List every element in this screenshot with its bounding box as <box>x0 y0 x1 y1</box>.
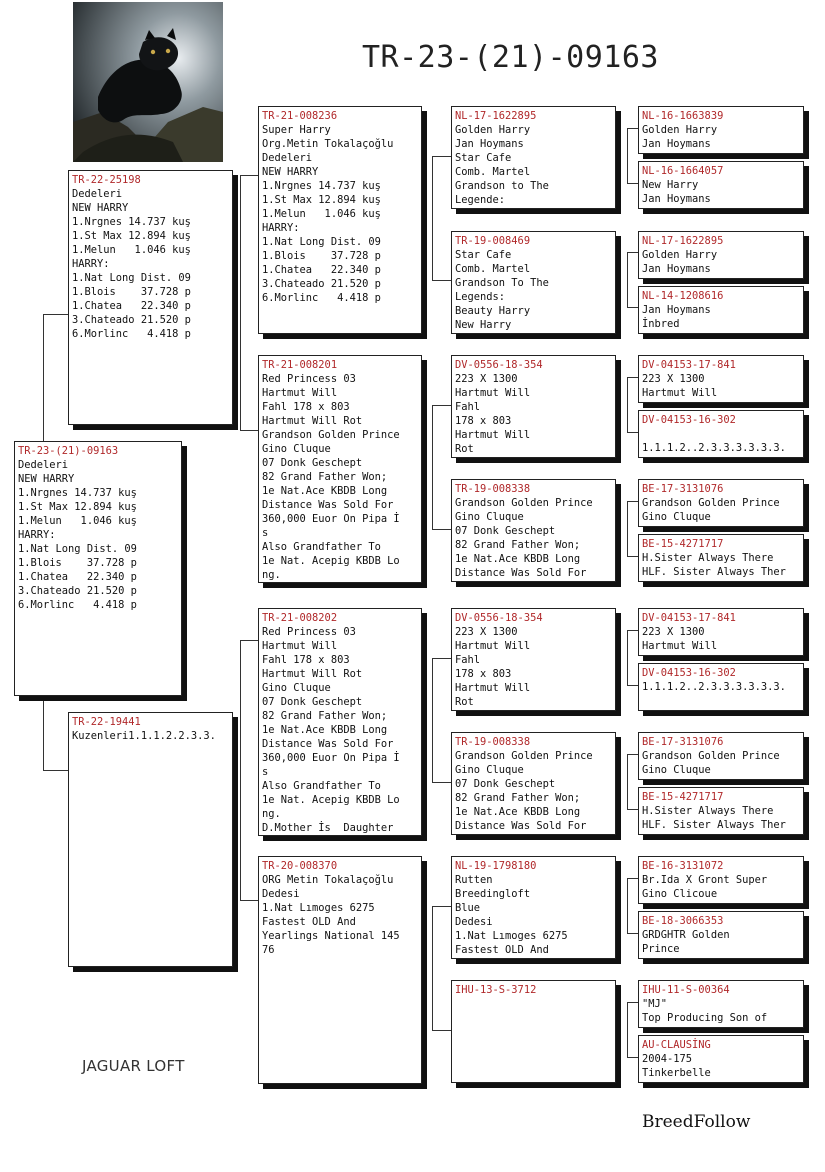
pedigree-note: Rot <box>455 443 474 455</box>
pedigree-note: Golden Harry <box>642 249 718 261</box>
pedigree-note: Br.Ida X Gront Super <box>642 874 768 886</box>
great-grandparent-card[interactable] <box>638 732 804 780</box>
connector-line <box>432 1030 451 1031</box>
pedigree-note: Grandson Golden Prince <box>455 497 593 509</box>
pedigree-note: 1.St Max 12.894 kuş <box>72 230 191 242</box>
pedigree-note: NEW HARRY <box>72 202 129 214</box>
pedigree-note: Prince <box>642 943 680 955</box>
ring-number: DV-04153-16-302 <box>642 414 736 426</box>
connector-line <box>432 529 451 530</box>
pedigree-note: 1e Nat. Acepig KBDB Lo <box>262 555 400 567</box>
pedigree-note: 1.1.1.2..2.3.3.3.3.3.3. <box>642 442 786 454</box>
great-grandparent-card[interactable] <box>638 608 804 656</box>
pedigree-note: 360,000 Euor On Pipa İ <box>262 513 400 525</box>
pedigree-note: 1e Nat. Acepig KBDB Lo <box>262 794 400 806</box>
pedigree-note: Jan Hoymans <box>642 304 711 316</box>
ring-number: IHU-13-S-3712 <box>455 984 537 996</box>
connector-line <box>432 156 451 157</box>
connector-line <box>43 314 69 315</box>
black-panther-illustration <box>73 2 223 162</box>
pedigree-note: 1e Nat.Ace KBDB Long <box>262 485 388 497</box>
pedigree-note: 2004-175 <box>642 1053 693 1065</box>
connector-line <box>43 314 44 441</box>
connector-line <box>43 696 44 770</box>
connector-line <box>627 878 628 933</box>
pedigree-note: Top Producing Son of <box>642 1012 768 1024</box>
pedigree-note: 07 Donk Geschept <box>262 696 363 708</box>
ring-number: BE-15-4271717 <box>642 791 724 803</box>
pedigree-note: ng. <box>262 569 281 581</box>
connector-line <box>627 933 638 934</box>
connector-line <box>432 658 433 782</box>
connector-line <box>240 640 258 641</box>
pedigree-note: 1e Nat.Ace KBDB Long <box>455 553 581 565</box>
ring-number: DV-04153-16-302 <box>642 667 736 679</box>
dd-dam-card[interactable] <box>451 980 616 1083</box>
ring-number: TR-21-008202 <box>262 612 338 624</box>
pedigree-note: Also Grandfather To <box>262 780 381 792</box>
ring-number: IHU-11-S-00364 <box>642 984 730 996</box>
ring-number: NL-16-1664057 <box>642 165 724 177</box>
pedigree-note: Fahl <box>455 654 481 666</box>
great-grandparent-card[interactable] <box>638 355 804 403</box>
ring-number: TR-20-008370 <box>262 860 338 872</box>
dam-sire-card[interactable] <box>258 608 422 836</box>
connector-line <box>240 640 241 900</box>
ring-number: BE-15-4271717 <box>642 538 724 550</box>
connector-line <box>43 770 69 771</box>
pedigree-note: Fahl 178 x 803 <box>262 654 350 666</box>
pedigree-note: 82 Grand Father Won; <box>262 471 388 483</box>
connector-line <box>627 183 638 184</box>
ring-number: TR-19-008469 <box>455 235 531 247</box>
ring-number: TR-22-19441 <box>72 716 141 728</box>
connector-line <box>240 175 241 430</box>
connector-line <box>627 432 638 433</box>
connector-line <box>627 501 628 556</box>
pedigree-note: HARRY: <box>262 222 300 234</box>
ring-number: AU-CLAUSİNG <box>642 1039 711 1051</box>
pedigree-note: GRDGHTR Golden <box>642 929 730 941</box>
pedigree-note: Gino Cluque <box>455 511 524 523</box>
pedigree-note: Gino Clicoue <box>642 888 718 900</box>
pedigree-note: 1.Chatea 22.340 p <box>72 300 191 312</box>
pedigree-note: Grandson to The <box>455 180 549 192</box>
pedigree-note: Jan Hoymans <box>642 193 711 205</box>
connector-line <box>627 1002 628 1057</box>
pedigree-note: NEW HARRY <box>262 166 319 178</box>
pedigree-note: Hartmut Will <box>455 429 531 441</box>
pedigree-note: Hartmut Will Rot <box>262 668 363 680</box>
ring-number: BE-18-3066353 <box>642 915 724 927</box>
pedigree-note: Dedeleri <box>18 459 69 471</box>
subject-pigeon-card[interactable] <box>14 441 182 696</box>
pedigree-note: 223 X 1300 <box>455 626 518 638</box>
pedigree-note: Super Harry <box>262 124 331 136</box>
pedigree-note: Dedesi <box>455 916 493 928</box>
pedigree-note: Rot <box>455 696 474 708</box>
pedigree-note: 07 Donk Geschept <box>455 778 556 790</box>
pedigree-note: 360,000 Euor On Pipa İ <box>262 752 400 764</box>
connector-line <box>627 128 638 129</box>
pedigree-note: Legends: <box>455 291 506 303</box>
ring-number: TR-21-008236 <box>262 110 338 122</box>
pedigree-note: 1.Blois 37.728 p <box>72 286 191 298</box>
pedigree-note: Gino Cluque <box>455 764 524 776</box>
brand-footer: BreedFollow <box>642 1112 751 1132</box>
pedigree-note: Also Grandfather To <box>262 541 381 553</box>
sire-sire-card[interactable] <box>258 106 422 334</box>
pedigree-note: Jan Hoymans <box>642 138 711 150</box>
great-grandparent-card[interactable] <box>638 1035 804 1083</box>
pedigree-note: 3.Chateado 21.520 p <box>72 314 191 326</box>
connector-line <box>627 878 638 879</box>
connector-line <box>627 685 638 686</box>
pedigree-note: 1.Nat Long Dist. 09 <box>72 272 191 284</box>
pedigree-note: 1.Melun 1.046 kuş <box>72 244 191 256</box>
pedigree-note: Hartmut Will <box>455 682 531 694</box>
pedigree-note: 1.Blois 37.728 p <box>262 250 381 262</box>
connector-line <box>627 809 638 810</box>
pedigree-note: Distance Was Sold For <box>262 499 394 511</box>
sire-pigeon-card[interactable] <box>68 170 233 425</box>
pedigree-note: 1.Nat Long Dist. 09 <box>262 236 381 248</box>
pedigree-note: Comb. Martel <box>455 166 531 178</box>
pedigree-note: Hartmut Will <box>262 640 338 652</box>
ring-number: DV-04153-17-841 <box>642 359 736 371</box>
ring-number: NL-17-1622895 <box>455 110 537 122</box>
pedigree-note: 1e Nat.Ace KBDB Long <box>455 806 581 818</box>
great-grandparent-card[interactable] <box>638 911 804 959</box>
pedigree-note: Blue <box>455 902 481 914</box>
great-grandparent-card[interactable] <box>638 106 804 154</box>
pedigree-note: 1.Nrgnes 14.737 kuş <box>72 216 191 228</box>
pedigree-note: Distance Was Sold For <box>455 820 587 832</box>
pedigree-note: Org.Metin Tokalaçoğlu <box>262 138 394 150</box>
great-grandparent-card[interactable] <box>638 410 804 458</box>
pedigree-note: New Harry <box>455 319 512 331</box>
ring-number: BE-17-3131076 <box>642 483 724 495</box>
pedigree-note: Rutten <box>455 874 493 886</box>
pedigree-note: 178 x 803 <box>455 415 512 427</box>
dam-dam-card[interactable] <box>258 856 422 1084</box>
connector-line <box>627 1057 638 1058</box>
pedigree-note: Yearlings National 145 <box>262 930 400 942</box>
ring-number: BE-17-3131076 <box>642 736 724 748</box>
pedigree-note: Golden Harry <box>642 124 718 136</box>
pedigree-note: Gino Cluque <box>642 764 711 776</box>
ring-number: DV-04153-17-841 <box>642 612 736 624</box>
pedigree-note: 223 X 1300 <box>455 373 518 385</box>
pedigree-note: NEW HARRY <box>18 473 75 485</box>
ss-sire-card[interactable] <box>451 106 616 209</box>
ring-number: BE-16-3131072 <box>642 860 724 872</box>
pedigree-note: 1.Nat Long Dist. 09 <box>18 543 137 555</box>
pedigree-note: D.Mother İs Daughter <box>262 822 394 834</box>
pedigree-note: 1.Melun 1.046 kuş <box>262 208 381 220</box>
pedigree-note: 1.1.1.2..2.3.3.3.3.3.3. <box>642 681 786 693</box>
great-grandparent-card[interactable] <box>638 856 804 904</box>
pedigree-note: Grandson Golden Prince <box>642 497 780 509</box>
pedigree-note: Tinkerbelle <box>642 1067 711 1079</box>
pedigree-note: Kuzenleri1.1.1.2.2.3.3. <box>72 730 216 742</box>
pedigree-note: Distance Was Sold For <box>455 567 587 579</box>
ring-number: TR-21-008201 <box>262 359 338 371</box>
pedigree-note: Hartmut Will <box>642 640 718 652</box>
loft-name: JAGUAR LOFT <box>82 1057 185 1075</box>
pedigree-note: Gino Cluque <box>642 511 711 523</box>
connector-line <box>240 175 258 176</box>
connector-line <box>627 307 638 308</box>
connector-line <box>627 630 628 685</box>
pedigree-note: Hartmut Will <box>262 387 338 399</box>
connector-line <box>432 405 451 406</box>
pedigree-note: Red Princess 03 <box>262 626 356 638</box>
pedigree-note: Fahl <box>455 401 481 413</box>
connector-line <box>240 430 258 431</box>
pedigree-note: 1.Nrgnes 14.737 kuş <box>18 487 137 499</box>
connector-line <box>627 128 628 183</box>
connector-line <box>627 377 638 378</box>
pedigree-note: 6.Morlinc 4.418 p <box>72 328 191 340</box>
ring-number: TR-23-(21)-09163 <box>18 445 119 457</box>
dd-sire-card[interactable] <box>451 856 616 959</box>
pedigree-note: 1.Nrgnes 14.737 kuş <box>262 180 381 192</box>
pedigree-note: H.Sister Always There <box>642 805 774 817</box>
great-grandparent-card[interactable] <box>638 231 804 279</box>
pedigree-note: Fahl 178 x 803 <box>262 401 350 413</box>
great-grandparent-card[interactable] <box>638 787 804 835</box>
page-title: TR-23-(21)-09163 <box>362 40 659 75</box>
pedigree-note: 3.Chateado 21.520 p <box>262 278 381 290</box>
pedigree-note: Hartmut Will <box>455 640 531 652</box>
pedigree-note: 82 Grand Father Won; <box>455 792 581 804</box>
pedigree-note: 1.Nat Lımoges 6275 <box>455 930 568 942</box>
panther-photo <box>73 2 223 162</box>
connector-line <box>627 754 638 755</box>
pedigree-note: Hartmut Will <box>642 387 718 399</box>
pedigree-note: HLF. Sister Always Ther <box>642 819 786 831</box>
pedigree-note: Grandson Golden Prince <box>642 750 780 762</box>
pedigree-note: Jan Hoymans <box>455 138 524 150</box>
pedigree-note: İnbred <box>642 318 680 330</box>
pedigree-note: HARRY: <box>72 258 110 270</box>
great-grandparent-card[interactable] <box>638 980 804 1028</box>
pedigree-note: Distance Was Sold For <box>262 738 394 750</box>
sire-dam-card[interactable] <box>258 355 422 583</box>
pedigree-note: 1.Melun 1.046 kuş <box>18 515 137 527</box>
pedigree-note: 82 Grand Father Won; <box>455 539 581 551</box>
connector-line <box>432 658 451 659</box>
connector-line <box>627 630 638 631</box>
pedigree-note: 1.Blois 37.728 p <box>18 557 137 569</box>
pedigree-note: Gino Cluque <box>262 682 331 694</box>
connector-line <box>627 501 638 502</box>
pedigree-note: ORG Metin Tokalaçoğlu <box>262 874 394 886</box>
pedigree-note: HARRY: <box>18 529 56 541</box>
great-grandparent-card[interactable] <box>638 534 804 582</box>
great-grandparent-card[interactable] <box>638 286 804 334</box>
pedigree-note: 223 X 1300 <box>642 373 705 385</box>
pedigree-note: 1.St Max 12.894 kuş <box>262 194 381 206</box>
pedigree-note: 07 Donk Geschept <box>455 525 556 537</box>
ring-number: DV-0556-18-354 <box>455 612 543 624</box>
sd-sire-card[interactable] <box>451 355 616 458</box>
pedigree-note: ng. <box>262 808 281 820</box>
pedigree-note: New Harry <box>642 179 699 191</box>
connector-line <box>432 156 433 280</box>
pedigree-note: 6.Morlinc 4.418 p <box>262 292 381 304</box>
pedigree-note: Star Cafe <box>455 152 512 164</box>
pedigree-note: Gino Cluque <box>262 443 331 455</box>
great-grandparent-card[interactable] <box>638 479 804 527</box>
pedigree-note: 82 Grand Father Won; <box>262 710 388 722</box>
pedigree-note: Jan Hoymans <box>642 263 711 275</box>
pedigree-note: Breedingloft <box>455 888 531 900</box>
great-grandparent-card[interactable] <box>638 663 804 711</box>
pedigree-note: Star Cafe <box>455 249 512 261</box>
pedigree-note: 3.Chateado 21.520 p <box>18 585 137 597</box>
pedigree-note <box>642 427 800 441</box>
ring-number: TR-19-008338 <box>455 736 531 748</box>
connector-line <box>240 900 258 901</box>
pedigree-note: 07 Donk Geschept <box>262 457 363 469</box>
pedigree-note: s <box>262 766 269 778</box>
pedigree-note: Grandson Golden Prince <box>455 750 593 762</box>
pedigree-note: s <box>262 527 269 539</box>
connector-line <box>627 252 628 307</box>
connector-line <box>432 906 451 907</box>
pedigree-note: Grandson To The <box>455 277 549 289</box>
ds-sire-card[interactable] <box>451 608 616 711</box>
ds-dam-card[interactable] <box>451 732 616 835</box>
pedigree-note: Beauty Harry <box>455 305 531 317</box>
connector-line <box>627 754 628 809</box>
pedigree-note: 1.Chatea 22.340 p <box>262 264 381 276</box>
ring-number: DV-0556-18-354 <box>455 359 543 371</box>
pedigree-note: Dedesi <box>262 888 300 900</box>
pedigree-note: Fastest OLD And <box>262 916 356 928</box>
ss-dam-card[interactable] <box>451 231 616 334</box>
connector-line <box>627 556 638 557</box>
ring-number: TR-22-25198 <box>72 174 141 186</box>
great-grandparent-card[interactable] <box>638 161 804 209</box>
pedigree-note: 223 X 1300 <box>642 626 705 638</box>
pedigree-note: 1e Nat.Ace KBDB Long <box>262 724 388 736</box>
pedigree-note: Hartmut Will <box>455 387 531 399</box>
pedigree-note: HLF. Sister Always Ther <box>642 566 786 578</box>
dam-pigeon-card[interactable] <box>68 712 233 967</box>
pedigree-note: 1.Nat Lımoges 6275 <box>262 902 375 914</box>
pedigree-note: Fastest OLD And <box>455 944 549 956</box>
pedigree-note: H.Sister Always There <box>642 552 774 564</box>
connector-line <box>432 405 433 529</box>
pedigree-note: Golden Harry <box>455 124 531 136</box>
ring-number: NL-17-1622895 <box>642 235 724 247</box>
connector-line <box>432 782 451 783</box>
ring-number: NL-14-1208616 <box>642 290 724 302</box>
pedigree-note: Legende: <box>455 194 506 206</box>
connector-line <box>627 252 638 253</box>
sd-dam-card[interactable] <box>451 479 616 582</box>
pedigree-note: Dedeleri <box>72 188 123 200</box>
pedigree-note: Red Princess 03 <box>262 373 356 385</box>
connector-line <box>627 377 628 432</box>
pedigree-note: 6.Morlinc 4.418 p <box>18 599 137 611</box>
pedigree-note: 1.St Max 12.894 kuş <box>18 501 137 513</box>
pedigree-note: Grandson Golden Prince <box>262 429 400 441</box>
pedigree-note: "MJ" <box>642 998 668 1010</box>
connector-line <box>627 1002 638 1003</box>
pedigree-note: Dedeleri <box>262 152 313 164</box>
ring-number: NL-19-1798180 <box>455 860 537 872</box>
connector-line <box>432 906 433 1030</box>
pedigree-note: 76 <box>262 944 275 956</box>
ring-number: NL-16-1663839 <box>642 110 724 122</box>
ring-number: TR-19-008338 <box>455 483 531 495</box>
pedigree-note: 1.Chatea 22.340 p <box>18 571 137 583</box>
pedigree-note: 178 x 803 <box>455 668 512 680</box>
pedigree-note: Comb. Martel <box>455 263 531 275</box>
connector-line <box>432 280 451 281</box>
pedigree-note: Hartmut Will Rot <box>262 415 363 427</box>
